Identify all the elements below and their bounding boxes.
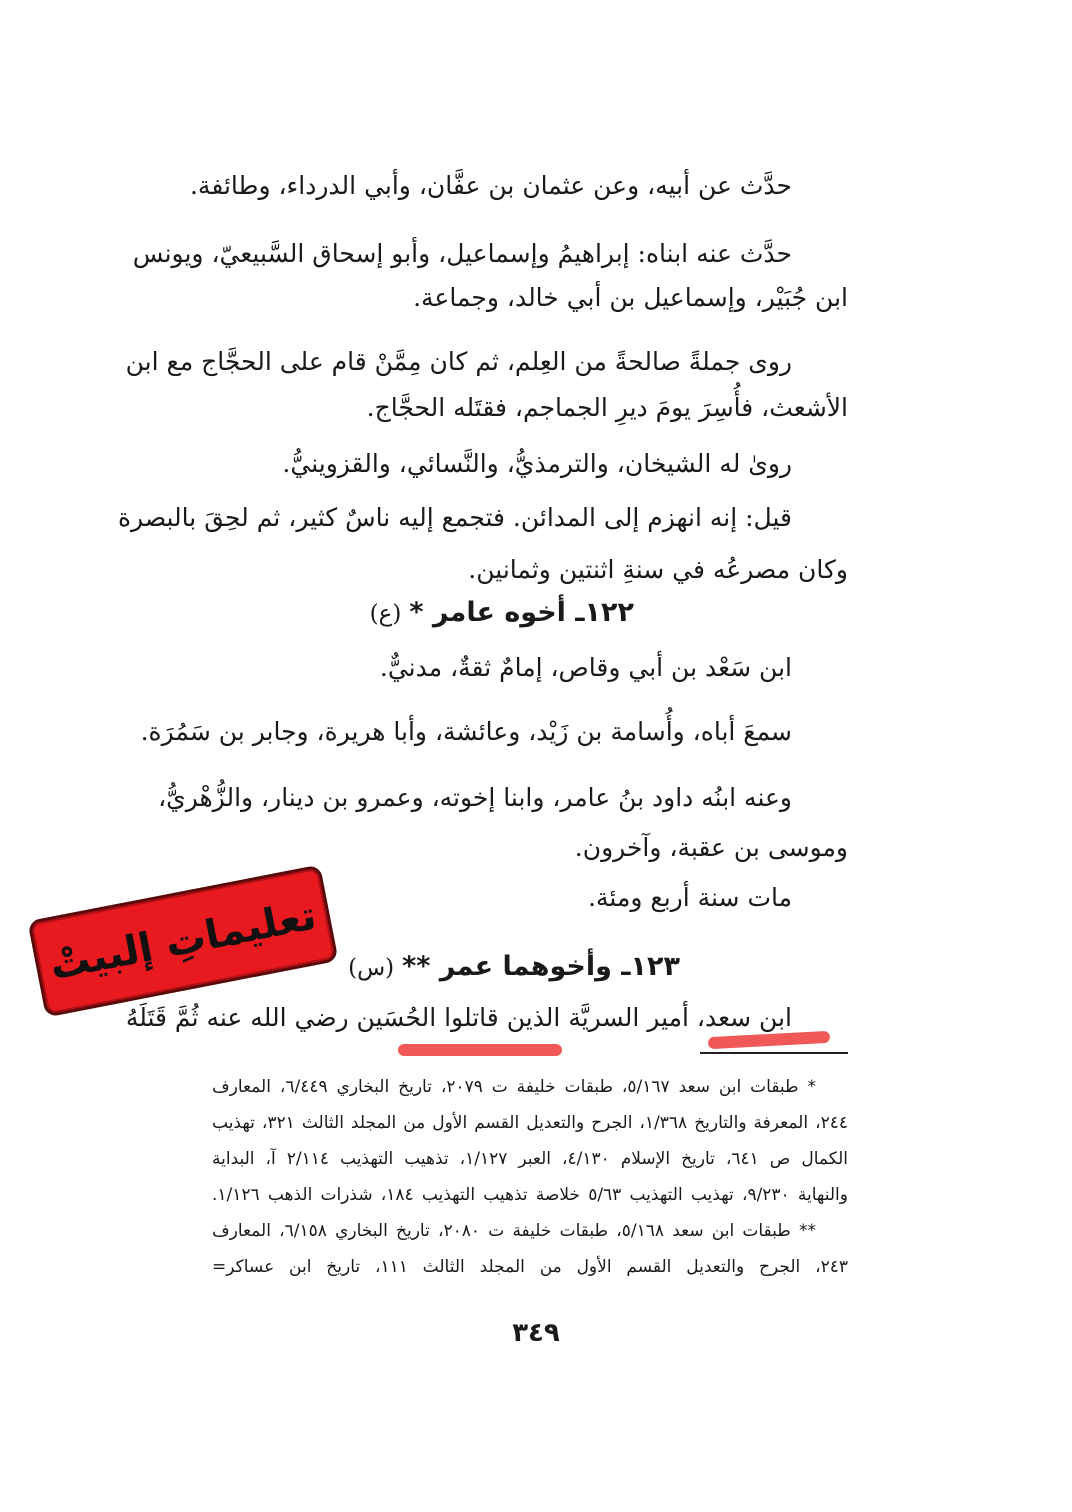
paragraph-2-line-1: حدَّث عنه ابناه: إبراهيمُ وإسماعيل، وأبو إسحاق السَّبيعيّ، ويونس xyxy=(132,239,792,268)
entry-123-heading xyxy=(348,948,680,987)
entry-122-title: ١٢٢ـ أخوه عامر * xyxy=(409,597,634,628)
paragraph-1-line-1: حدَّث عن أبيه، وعن عثمان بن عفَّان، وأبي الدرداء، وطائفة. xyxy=(189,171,792,200)
paragraph-4-line-1: روىٰ له الشيخان، والترمذيُّ، والنَّسائي، والقزوينيُّ. xyxy=(282,449,792,478)
entry-122-line-2: سمعَ أباه، وأُسامة بن زَيْد، وعائشة، وأبا هريرة، وجابر بن سَمُرَة. xyxy=(140,717,792,746)
entry-123-line-1: ابن سعد، أمير السريَّة الذين قاتلوا الحُسَين رضي الله عنه ثُمَّ قَتَلَهُ xyxy=(125,1003,792,1032)
entry-122-line-3: وعنه ابنُه داود بنُ عامر، وابنا إخوته، وعمرو بن دينار، والزُّهْريُّ، xyxy=(158,783,792,812)
footnote-2-line-1: ** طبقات ابن سعد ٥/١٦٨، طبقات خليفة ت ٢٠٨٠، تاريخ البخاري ٦/١٥٨، المعارف xyxy=(212,1221,817,1241)
entry-122-line-1: ابن سَعْد بن أبي وقاص، إمامٌ ثقةٌ، مدنيٌّ. xyxy=(379,653,792,682)
page-number: ٣٤٩ xyxy=(512,1318,560,1348)
watermark-text: تعليماتِ إلبيتْ xyxy=(46,892,320,990)
entry-123-title: ١٢٣ـ وأخوهما عمر ** xyxy=(402,951,680,982)
entry-123-code: (س) xyxy=(348,955,395,981)
entry-122-line-5: مات سنة أربع ومئة. xyxy=(588,883,792,912)
footnote-2-line-2: ٢٤٣، الجرح والتعديل القسم الأول من المجلد الثالث ١١١، تاريخ ابن عساكر= xyxy=(212,1257,848,1277)
red-highlight-mark-husayn xyxy=(398,1044,562,1056)
footnote-1-line-1: * طبقات ابن سعد ٥/١٦٧، طبقات خليفة ت ٢٠٧٩، تاريخ البخاري ٦/٤٤٩، المعارف xyxy=(212,1077,816,1097)
entry-122-heading xyxy=(369,594,634,633)
footnote-separator xyxy=(700,1052,848,1054)
paragraph-3-line-2: الأشعث، فأُسِرَ يومَ ديرِ الجماجم، فقتَله الحجَّاج. xyxy=(366,393,848,422)
paragraph-5-line-1: قيل: إنه انهزم إلى المدائن. فتجمع إليه ناسٌ كثير، ثم لحِقَ بالبصرة xyxy=(117,503,792,532)
paragraph-5-line-2: وكان مصرعُه في سنةِ اثنتين وثمانين. xyxy=(468,555,848,584)
paragraph-3-line-1: روى جملةً صالحةً من العِلم، ثم كان مِمَّنْ قام على الحجَّاج مع ابن xyxy=(125,347,792,376)
entry-122-line-4: وموسى بن عقبة، وآخرون. xyxy=(574,833,848,862)
footnote-1-line-4: والنهاية ٩/٢٣٠، تهذيب التهذيب ٥/٦٣ خلاصة تذهيب التهذيب ١٨٤، شذرات الذهب ١/١٢٦. xyxy=(212,1185,848,1205)
footnote-1-line-2: ٢٤٤، المعرفة والتاريخ ١/٣٦٨، الجرح والتعديل القسم الأول من المجلد الثالث ٣٢١، تهذيب xyxy=(212,1113,848,1133)
watermark-stamp xyxy=(27,864,338,1017)
footnote-1-line-3: الكمال ص ٦٤١، تاريخ الإسلام ٤/١٣٠، العبر ١/١٢٧، تذهيب التهذيب ٢/١١٤ آ، البداية xyxy=(212,1149,849,1169)
entry-122-code: (ع) xyxy=(369,601,402,627)
paragraph-2-line-2: ابن جُبَيْر، وإسماعيل بن أبي خالد، وجماعة. xyxy=(413,283,848,312)
